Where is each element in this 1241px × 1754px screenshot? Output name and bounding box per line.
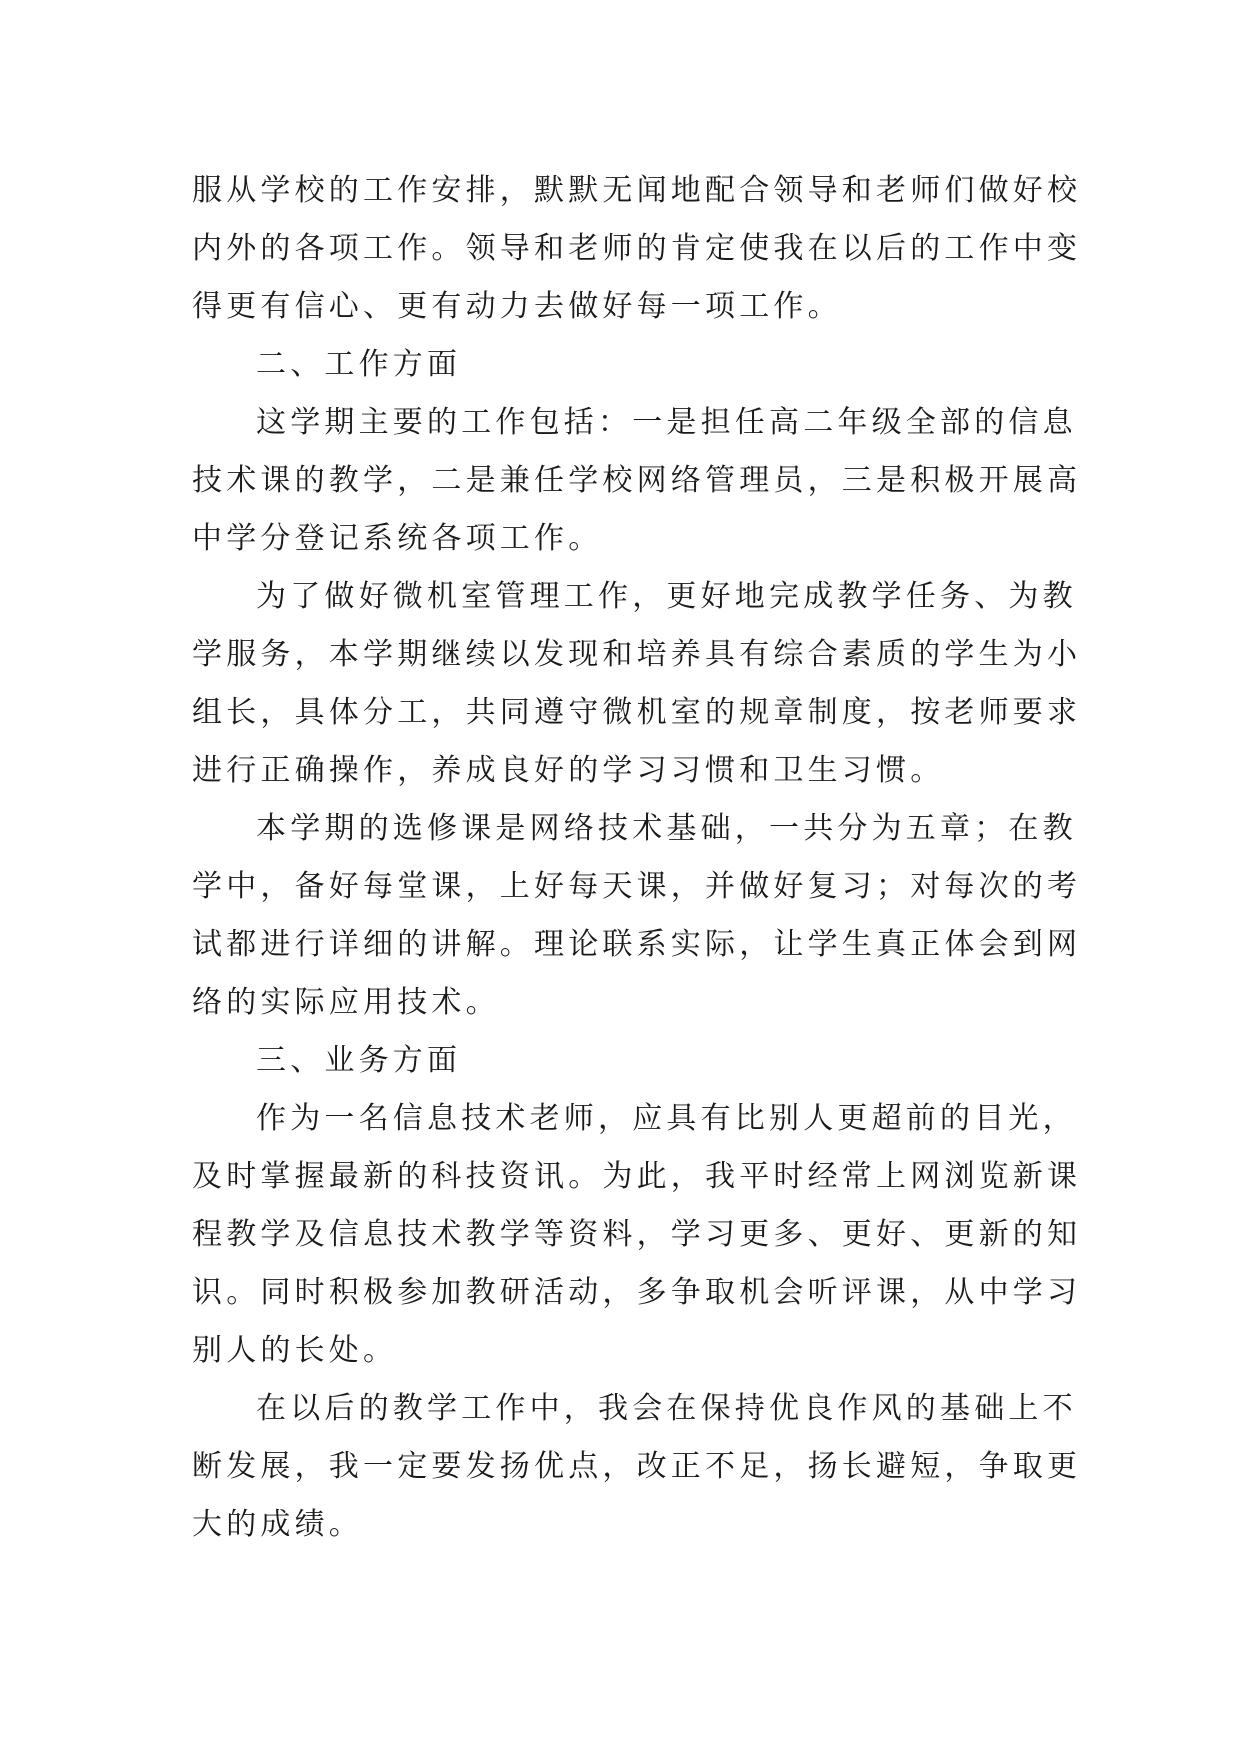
- paragraph-line: 及时掌握最新的科技资讯。为此，我平时经常上网浏览新课: [192, 1159, 1082, 1194]
- paragraph-line: 学中，备好每堂课，上好每天课，并做好复习；对每次的考: [192, 869, 1082, 904]
- paragraph-line: 络的实际应用技术。: [192, 985, 500, 1020]
- paragraph-line: 本学期的选修课是网络技术基础，一共分为五章；在教: [256, 811, 1077, 846]
- paragraph-line: 断发展，我一定要发扬优点，改正不足，扬长避短，争取更: [192, 1449, 1082, 1484]
- paragraph-line: 得更有信心、更有动力去做好每一项工作。: [192, 289, 842, 324]
- paragraph-line: 进行正确操作，养成良好的学习习惯和卫生习惯。: [192, 753, 945, 788]
- document-body: [192, 162, 1082, 1554]
- paragraph-line: 程教学及信息技术教学等资料，学习更多、更好、更新的知: [192, 1217, 1082, 1252]
- paragraph-line: 大的成绩。: [192, 1507, 363, 1542]
- paragraph-line: 技术课的教学，二是兼任学校网络管理员，三是积极开展高: [192, 463, 1082, 498]
- paragraph-line: 试都进行详细的讲解。理论联系实际，让学生真正体会到网: [192, 927, 1082, 962]
- paragraph-line: 为了做好微机室管理工作，更好地完成教学任务、为教: [256, 579, 1077, 614]
- paragraph-line: 别人的长处。: [192, 1333, 398, 1368]
- paragraph-line: 这学期主要的工作包括：一是担任高二年级全部的信息: [256, 405, 1077, 440]
- section-heading-work: 二、工作方面: [256, 347, 462, 382]
- paragraph-line: 中学分登记系统各项工作。: [192, 521, 603, 556]
- paragraph-line: 内外的各项工作。领导和老师的肯定使我在以后的工作中变: [192, 231, 1082, 266]
- paragraph-line: 学服务，本学期继续以发现和培养具有综合素质的学生为小: [192, 637, 1082, 672]
- paragraph-line: 组长，具体分工，共同遵守微机室的规章制度，按老师要求: [192, 695, 1082, 730]
- paragraph-line: 识。同时积极参加教研活动，多争取机会听评课，从中学习: [192, 1275, 1082, 1310]
- section-heading-business: 三、业务方面: [256, 1043, 462, 1078]
- paragraph-line: 在以后的教学工作中，我会在保持优良作风的基础上不: [256, 1391, 1077, 1426]
- paragraph-line: 作为一名信息技术老师，应具有比别人更超前的目光，: [256, 1101, 1077, 1136]
- paragraph-line: 服从学校的工作安排，默默无闻地配合领导和老师们做好校: [192, 173, 1082, 208]
